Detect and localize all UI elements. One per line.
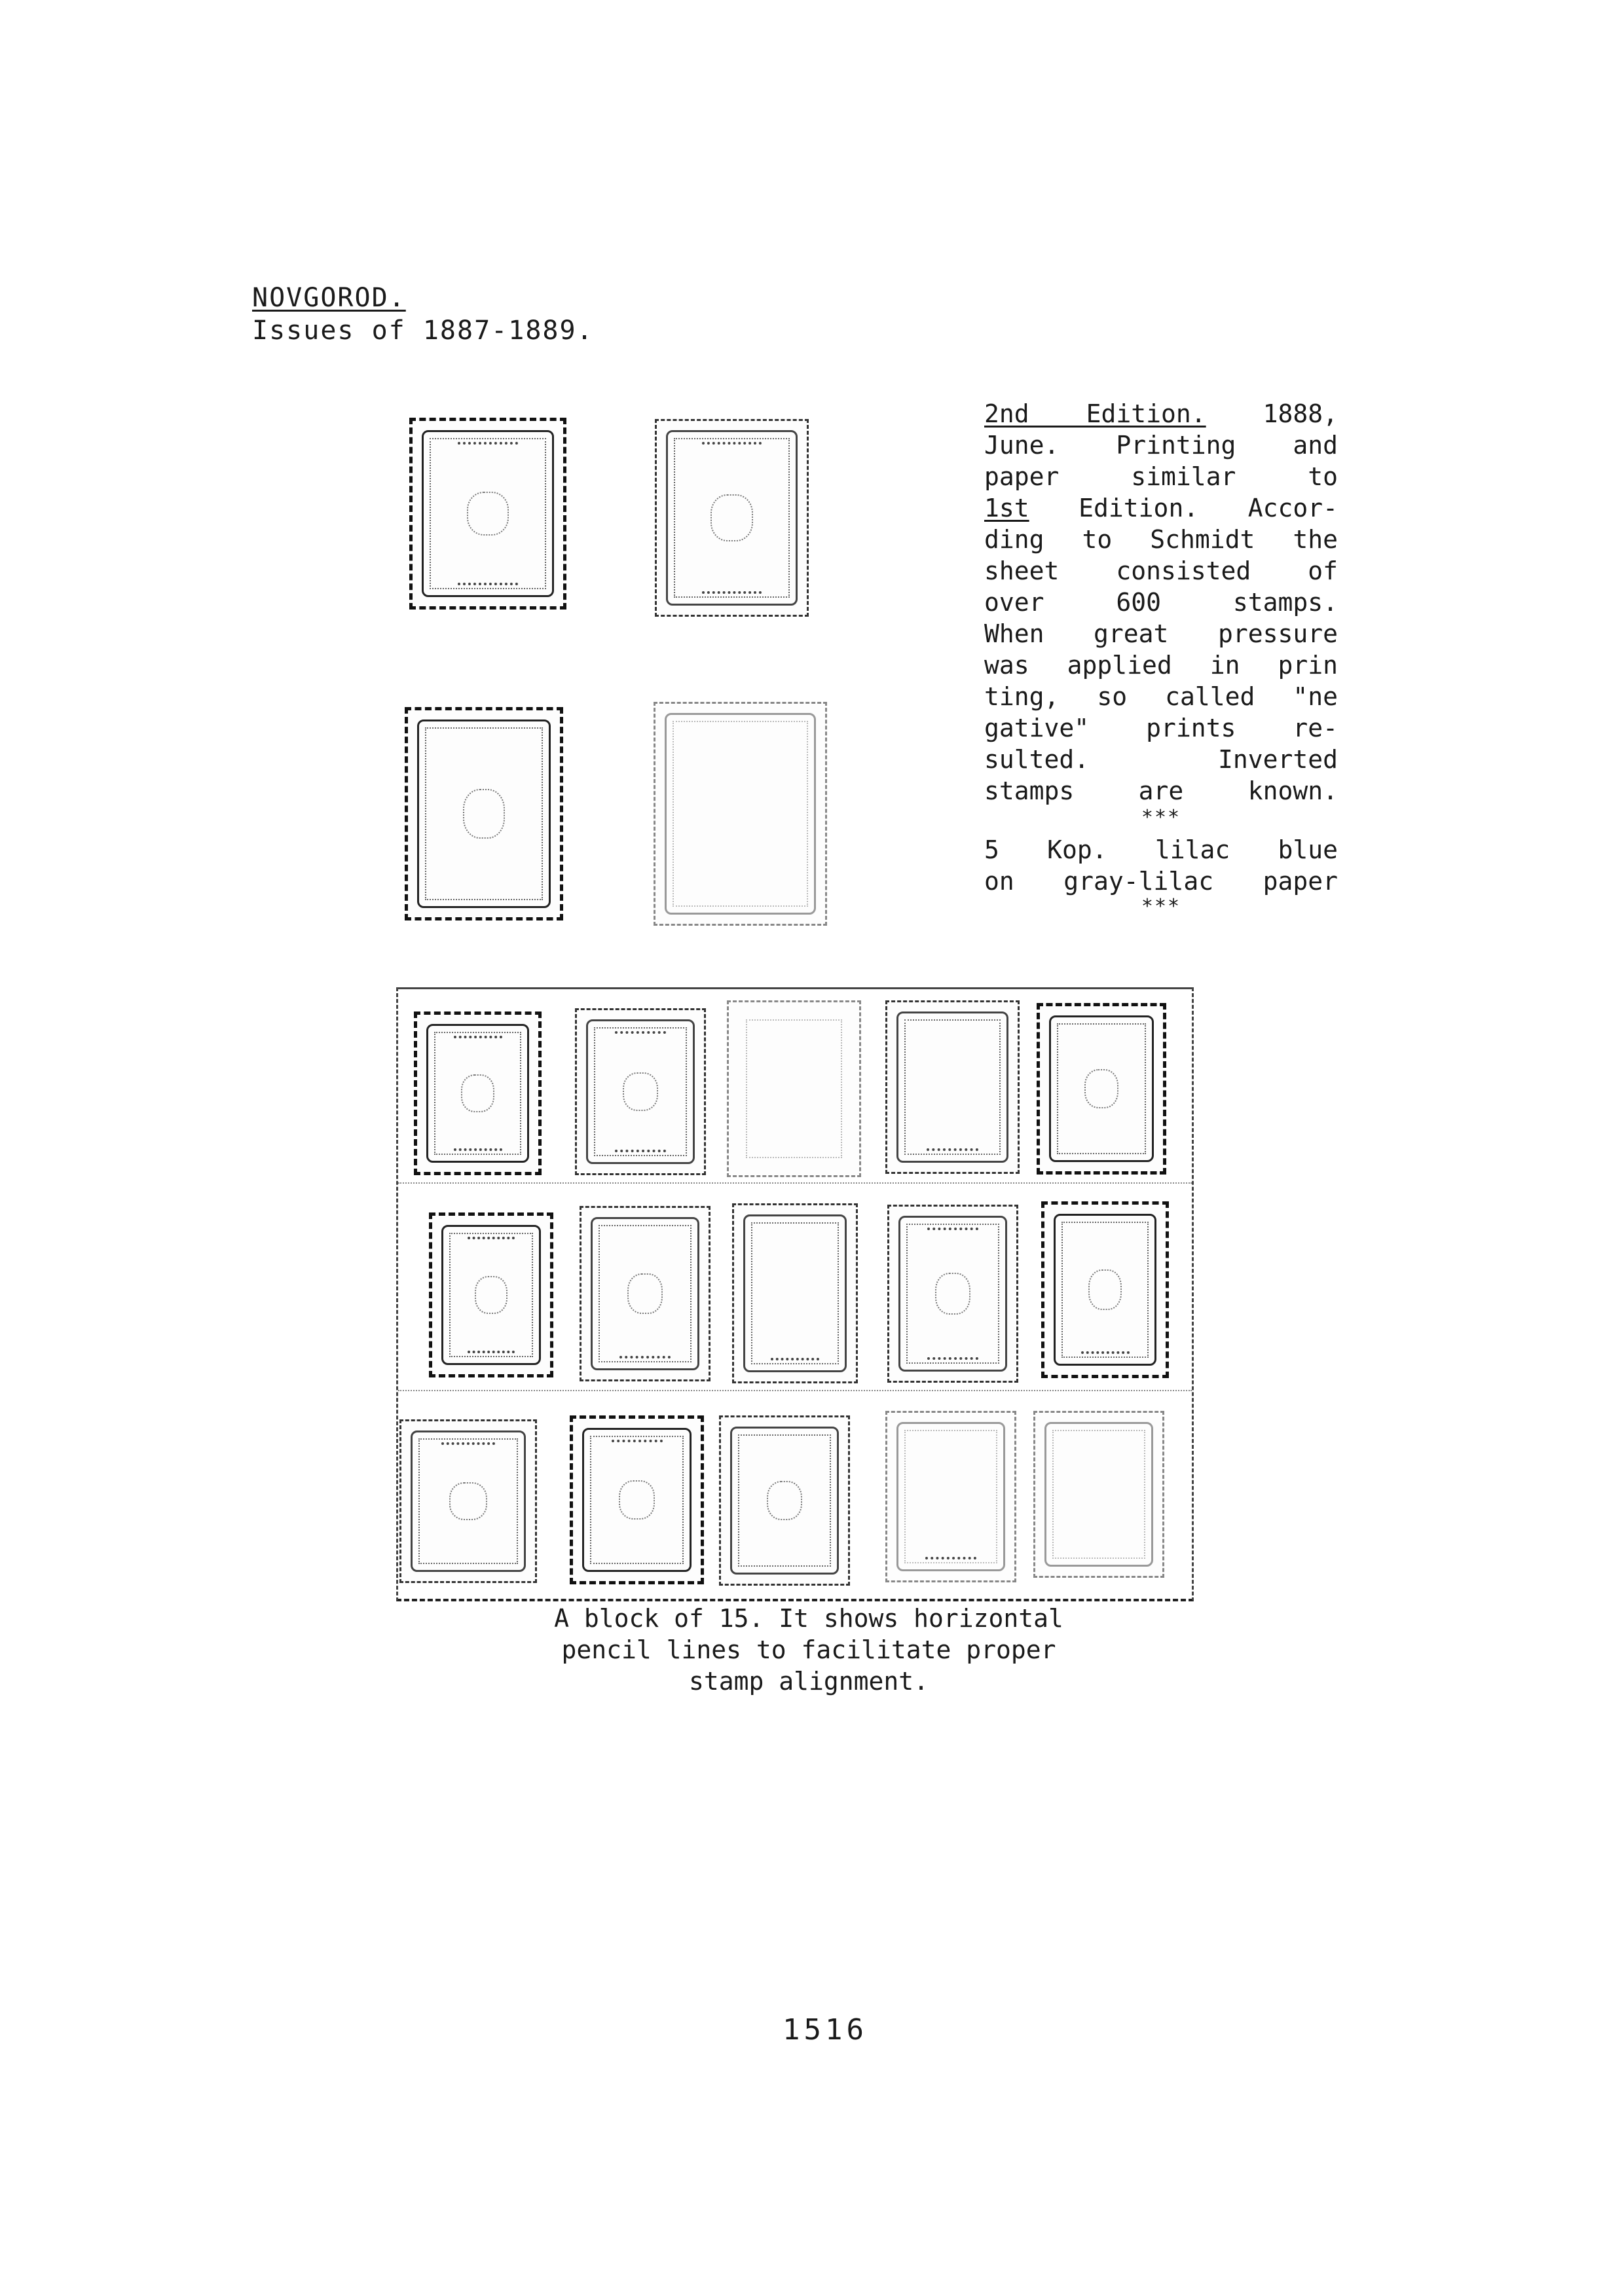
text-line: 1st Edition. Accor- (984, 494, 1338, 522)
edition-description (984, 398, 1338, 917)
page-subtitle: Issues of 1887-1889. (252, 316, 594, 346)
stamp-image-negative (405, 707, 563, 920)
value-line: on gray-lilac paper (984, 867, 1338, 896)
edition-heading-line: 2nd Edition. 1888, (984, 399, 1338, 428)
caption-line: stamp alignment. (688, 1667, 929, 1696)
stamp-image-negative (654, 702, 827, 926)
text-line: gative" prints re- (984, 714, 1338, 742)
block-stamp (887, 1205, 1018, 1383)
separator: *** (1141, 806, 1181, 829)
block-stamp (414, 1011, 542, 1175)
text-line: June. Printing and (984, 431, 1338, 460)
block-stamp (719, 1415, 850, 1586)
block-stamp (727, 1000, 861, 1177)
edition-heading: 2nd Edition. (984, 399, 1206, 428)
block-stamp (1037, 1003, 1166, 1175)
block-stamp (580, 1206, 710, 1381)
text-line: When great pressure (984, 619, 1338, 648)
block-stamp (570, 1415, 704, 1584)
block-stamp (885, 1000, 1020, 1174)
caption-line: pencil lines to facilitate proper (561, 1635, 1056, 1664)
block-stamp (399, 1419, 537, 1583)
text-line: over 600 stamps. (984, 588, 1338, 617)
text-line: ding to Schmidt the (984, 525, 1338, 554)
block-stamp (732, 1203, 858, 1383)
caption-line: A block of 15. It shows horizontal (554, 1604, 1063, 1633)
text-line: was applied in prin (984, 651, 1338, 680)
page-title: NOVGOROD. (252, 283, 406, 313)
block-stamp (885, 1411, 1016, 1582)
block-stamp (575, 1008, 706, 1175)
page-header (252, 282, 594, 347)
separator: *** (1141, 895, 1181, 918)
pencil-line (398, 1390, 1192, 1391)
pencil-line (398, 1182, 1192, 1184)
value-line: 5 Kop. lilac blue (984, 835, 1338, 864)
block-caption (432, 1603, 1185, 1697)
page-number: 1516 (783, 2013, 868, 2047)
text-line: paper similar to (984, 462, 1338, 491)
block-stamp (1041, 1201, 1169, 1378)
stamp-image (655, 419, 809, 617)
stamp-image (409, 418, 566, 610)
text-line: stamps are known. (984, 776, 1338, 805)
text-line: ting, so called "ne (984, 682, 1338, 711)
text-line: sheet consisted of (984, 556, 1338, 585)
block-stamp (429, 1212, 553, 1377)
text-line: sulted. Inverted (984, 745, 1338, 774)
edition-reference: 1st (984, 494, 1029, 522)
block-stamp (1033, 1411, 1164, 1578)
